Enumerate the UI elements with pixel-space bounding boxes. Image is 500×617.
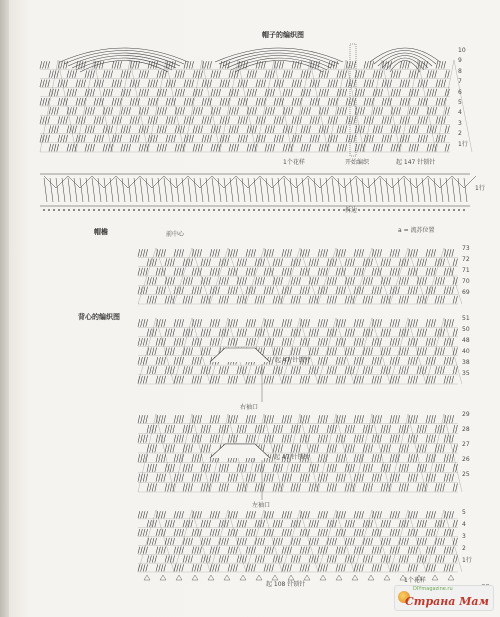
row-number: 72 bbox=[462, 256, 470, 263]
brim-zigzag bbox=[356, 176, 380, 188]
back-block-mid1 bbox=[138, 319, 457, 383]
brim-zigzag bbox=[68, 176, 92, 188]
brim-stitch bbox=[308, 178, 311, 202]
brim-chain-dot bbox=[438, 209, 440, 211]
hat-chart-title: 帽子的编织图 bbox=[262, 31, 304, 39]
watermark bbox=[394, 585, 494, 611]
back-chart-title: 背心的编织图 bbox=[78, 313, 120, 321]
st-count-label-2: 起 47 针锁针 bbox=[274, 454, 310, 461]
hat-arch-line bbox=[374, 51, 436, 65]
brim-stitch bbox=[290, 178, 293, 202]
hat-arch-line bbox=[215, 48, 343, 62]
brim-zigzag bbox=[140, 176, 164, 188]
fringe-marker bbox=[384, 575, 390, 580]
brim-stitch bbox=[260, 178, 263, 202]
brim-chain-dot bbox=[358, 209, 360, 211]
brim-chain-dot bbox=[78, 209, 80, 211]
brim-chain-dot bbox=[183, 209, 185, 211]
brim-chain-dot bbox=[408, 209, 410, 211]
row-number: 25 bbox=[462, 471, 470, 478]
fringe-marker bbox=[288, 575, 294, 580]
fringe-marker bbox=[144, 575, 150, 580]
brim-chain-dot bbox=[123, 209, 125, 211]
fringe-marker bbox=[368, 575, 374, 580]
brim-stitch bbox=[440, 178, 443, 202]
brim-chain-dot bbox=[93, 209, 95, 211]
brim-stitch bbox=[116, 178, 119, 202]
brim-chain-dot bbox=[448, 209, 450, 211]
row-number: 2 bbox=[462, 545, 466, 552]
row-number: 73 bbox=[462, 245, 470, 252]
brim-chain-dot bbox=[333, 209, 335, 211]
brim-stitch bbox=[404, 178, 407, 202]
brim-chain-dot bbox=[308, 209, 310, 211]
brim-stitch bbox=[458, 178, 461, 202]
row-number: 4 bbox=[458, 109, 462, 117]
brim-zigzag bbox=[428, 176, 452, 188]
fringe-marker bbox=[336, 575, 342, 580]
brim-stitch bbox=[386, 178, 389, 202]
fringe-marker bbox=[448, 575, 454, 580]
brim-chain-dot bbox=[163, 209, 165, 211]
row-number: 5 bbox=[462, 509, 466, 516]
brim-chain-dot bbox=[393, 209, 395, 211]
fringe-marker bbox=[224, 575, 230, 580]
brim-stitch bbox=[140, 178, 143, 202]
row-number: 40 bbox=[462, 348, 470, 355]
brim-chain-dot bbox=[263, 209, 265, 211]
fringe-marker bbox=[304, 575, 310, 580]
brim-chain-dot bbox=[388, 209, 390, 211]
brim-chain-dot bbox=[338, 209, 340, 211]
brim-stitch bbox=[356, 178, 359, 202]
brim-chain-dot bbox=[103, 209, 105, 211]
fringe-marker bbox=[256, 575, 262, 580]
brim-chain-dot bbox=[453, 209, 455, 211]
brim-chain-dot bbox=[433, 209, 435, 211]
brim-chain-dot bbox=[463, 209, 465, 211]
brim-chain-dot bbox=[178, 209, 180, 211]
row-number: 38 bbox=[462, 359, 470, 366]
brim-stitch bbox=[332, 178, 335, 202]
brim-chain-dot bbox=[208, 209, 210, 211]
brim-chain-dot bbox=[218, 209, 220, 211]
brim-chain-dot bbox=[213, 209, 215, 211]
fringe-marker bbox=[160, 575, 166, 580]
row-number: 10 bbox=[458, 47, 466, 54]
fringe-marker bbox=[352, 575, 358, 580]
brim-stitch bbox=[236, 178, 239, 202]
hat-start-label: 开始编织 bbox=[345, 159, 370, 166]
brim-side-label: 拆边 bbox=[345, 207, 358, 214]
brim-chain-dot bbox=[198, 209, 200, 211]
hat-arch-line bbox=[390, 61, 420, 73]
brim-zigzag bbox=[332, 176, 356, 188]
fringe-note: a = 流苏位置 bbox=[398, 227, 435, 234]
brim-stitch bbox=[224, 178, 227, 202]
brim-chain-dot bbox=[378, 209, 380, 211]
hat-arch-line bbox=[227, 56, 331, 69]
brim-chain-dot bbox=[133, 209, 135, 211]
row-number: 5 bbox=[458, 99, 462, 106]
row-number: 70 bbox=[462, 278, 470, 285]
hat-motif-label: 1个花样 bbox=[283, 159, 305, 166]
brim-chain-dot bbox=[83, 209, 85, 211]
brim-chain-dot bbox=[413, 209, 415, 211]
brim-chain-dot bbox=[273, 209, 275, 211]
row-number: 6 bbox=[458, 88, 462, 96]
brim-chain-dot bbox=[233, 209, 235, 211]
back-motif-label: 1个花样 bbox=[404, 577, 426, 584]
row-number: 2 bbox=[458, 130, 462, 138]
hat-chain-label: 起 147 针锁针 bbox=[396, 159, 436, 166]
brim-chain-dot bbox=[278, 209, 280, 211]
row-number: 35 bbox=[462, 370, 470, 377]
brim-chain-dot bbox=[203, 209, 205, 211]
brim-chain-dot bbox=[173, 209, 175, 211]
brim-chain-dot bbox=[403, 209, 405, 211]
brim-chain-dot bbox=[188, 209, 190, 211]
brim-stitch bbox=[314, 178, 317, 202]
watermark-site: Страна Мам bbox=[405, 595, 489, 608]
brim-zigzag bbox=[236, 176, 260, 188]
brim-chain-dot bbox=[158, 209, 160, 211]
brim-chain-dot bbox=[303, 209, 305, 211]
brim-chain-dot bbox=[248, 209, 250, 211]
brim-chain-dot bbox=[313, 209, 315, 211]
brim-stitch bbox=[146, 178, 149, 202]
hat-arch-line bbox=[219, 51, 339, 65]
brim-chain-dot bbox=[258, 209, 260, 211]
brim-stitch bbox=[368, 178, 371, 202]
brim-chain-dot bbox=[428, 209, 430, 211]
brim-stitch bbox=[344, 178, 347, 202]
brim-chain-dot bbox=[88, 209, 90, 211]
row-number: 51 bbox=[462, 315, 470, 322]
brim-chain-dot bbox=[43, 209, 45, 211]
row-number: 50 bbox=[462, 326, 470, 333]
row-number: 48 bbox=[462, 337, 470, 344]
brim-zigzag bbox=[116, 176, 140, 188]
brim-chain-dot bbox=[168, 209, 170, 211]
brim-chain-dot bbox=[153, 209, 155, 211]
brim-chain-dot bbox=[458, 209, 460, 211]
brim-stitch bbox=[74, 178, 77, 202]
row-number: 4 bbox=[462, 521, 466, 528]
brim-stitch bbox=[434, 178, 437, 202]
brim-zigzag bbox=[260, 176, 284, 188]
brim-stitch bbox=[68, 178, 71, 202]
row-number: 1行 bbox=[462, 557, 472, 564]
brim-chain-dot bbox=[283, 209, 285, 211]
brim-zigzag bbox=[308, 176, 332, 188]
brim-stitch bbox=[104, 178, 107, 202]
brim-chain-dot bbox=[288, 209, 290, 211]
st-count-label-1: 起 47 针锁针 bbox=[275, 357, 311, 364]
watermark-sub: DIYmagazine.ru bbox=[413, 586, 453, 592]
brim-stitch bbox=[200, 178, 203, 202]
brim-stitch bbox=[284, 178, 287, 202]
brim-zigzag bbox=[164, 176, 188, 188]
brim-stitch bbox=[50, 178, 53, 202]
brim-chain-dot bbox=[328, 209, 330, 211]
row-number: 3 bbox=[458, 119, 462, 127]
brim-chain-dot bbox=[423, 209, 425, 211]
brim-chain-dot bbox=[373, 209, 375, 211]
brim-stitch bbox=[320, 178, 323, 202]
brim-row-label: 1行 bbox=[475, 185, 485, 192]
brim-stitch bbox=[218, 178, 221, 202]
brim-stitch bbox=[170, 178, 173, 202]
brim-stitch bbox=[266, 178, 269, 202]
row-number: 9 bbox=[458, 57, 462, 65]
back-block-bottom bbox=[138, 511, 457, 571]
brim-chain-dot bbox=[368, 209, 370, 211]
brim-zigzag bbox=[284, 176, 308, 188]
brim-chain-dot bbox=[268, 209, 270, 211]
armhole-right-notch bbox=[210, 348, 270, 362]
row-number: 29 bbox=[462, 411, 470, 418]
brim-zigzag bbox=[380, 176, 404, 188]
brim-chain-dot bbox=[98, 209, 100, 211]
brim-chain-dot bbox=[323, 209, 325, 211]
brim-stitch bbox=[122, 178, 125, 202]
row-number: 7 bbox=[458, 78, 462, 86]
brim-stitch bbox=[128, 178, 131, 202]
brim-stitch bbox=[152, 178, 155, 202]
row-number: 8 bbox=[458, 67, 462, 75]
brim-chain-dot bbox=[148, 209, 150, 211]
fringe-marker bbox=[272, 575, 278, 580]
brim-stitch bbox=[362, 178, 365, 202]
fringe-marker bbox=[240, 575, 246, 580]
brim-chain-dot bbox=[298, 209, 300, 211]
row-number: 26 bbox=[462, 456, 470, 463]
brim-stitch bbox=[80, 178, 83, 202]
brim-chain-dot bbox=[228, 209, 230, 211]
brim-stitch bbox=[98, 178, 101, 202]
hat-arch-line bbox=[72, 56, 176, 69]
brim-chain-dot bbox=[398, 209, 400, 211]
brim-stitch bbox=[296, 178, 299, 202]
armhole-left-notch bbox=[210, 444, 270, 458]
fringe-marker bbox=[192, 575, 198, 580]
brim-chain-dot bbox=[418, 209, 420, 211]
brim-chain-dot bbox=[118, 209, 120, 211]
brim-chain-dot bbox=[53, 209, 55, 211]
brim-zigzag bbox=[452, 176, 476, 188]
armhole-right-label: 右袖口 bbox=[240, 404, 259, 411]
row-number: 71 bbox=[462, 267, 470, 274]
brim-stitch bbox=[410, 178, 413, 202]
brim-stitch bbox=[194, 178, 197, 202]
brim-zigzag bbox=[92, 176, 116, 188]
brim-zigzag bbox=[44, 176, 68, 188]
row-number: 69 bbox=[462, 289, 470, 296]
brim-chain-dot bbox=[253, 209, 255, 211]
brim-stitch bbox=[44, 178, 47, 202]
brim-stitch bbox=[464, 178, 467, 202]
brim-stitch bbox=[212, 178, 215, 202]
brim-stitch bbox=[428, 178, 431, 202]
brim-stitch bbox=[242, 178, 245, 202]
brim-chain-dot bbox=[363, 209, 365, 211]
brim-chain-dot bbox=[318, 209, 320, 211]
hat-stitch-block bbox=[40, 61, 449, 151]
brim-chain-dot bbox=[128, 209, 130, 211]
brim-stitch bbox=[416, 178, 419, 202]
brim-chain-dot bbox=[193, 209, 195, 211]
brim-chain-dot bbox=[383, 209, 385, 211]
brim-chain-dot bbox=[443, 209, 445, 211]
brim-chain-dot bbox=[238, 209, 240, 211]
hat-arch-line bbox=[223, 53, 335, 66]
brim-chain-dot bbox=[138, 209, 140, 211]
brim-chain-dot bbox=[73, 209, 75, 211]
fringe-marker bbox=[176, 575, 182, 580]
brim-zigzag bbox=[404, 176, 428, 188]
row-number: 27 bbox=[462, 441, 470, 448]
brim-stitch bbox=[92, 178, 95, 202]
hat-arch-line bbox=[235, 61, 323, 73]
brim-center-label: 前中心 bbox=[166, 231, 185, 238]
fringe-marker bbox=[208, 575, 214, 580]
brim-stitch bbox=[164, 178, 167, 202]
back-chain-label: 起 108 针锁针 bbox=[266, 581, 306, 588]
brim-stitch bbox=[380, 178, 383, 202]
fringe-marker bbox=[432, 575, 438, 580]
hat-arch-line bbox=[370, 48, 440, 62]
brim-chain-dot bbox=[223, 209, 225, 211]
brim-chain-dot bbox=[143, 209, 145, 211]
fringe-marker bbox=[320, 575, 326, 580]
brim-stitch bbox=[188, 178, 191, 202]
brim-zigzag bbox=[212, 176, 236, 188]
brim-stitch bbox=[338, 178, 341, 202]
brim-stitch bbox=[56, 178, 59, 202]
hat-arch-line bbox=[76, 58, 172, 70]
brim-chain-dot bbox=[68, 209, 70, 211]
brim-chain-dot bbox=[113, 209, 115, 211]
brim-title: 帽檐 bbox=[94, 228, 108, 236]
brim-chain-dot bbox=[48, 209, 50, 211]
brim-chain-dot bbox=[58, 209, 60, 211]
brim-stitch bbox=[452, 178, 455, 202]
hat-arch-line bbox=[60, 48, 188, 62]
brim-stitch bbox=[176, 178, 179, 202]
row-number: 28 bbox=[462, 426, 470, 433]
row-number: 1行 bbox=[458, 140, 468, 148]
row-number: 3 bbox=[462, 533, 466, 540]
brim-chain-dot bbox=[63, 209, 65, 211]
brim-chain-dot bbox=[293, 209, 295, 211]
hat-arch-line bbox=[64, 51, 184, 65]
brim-zigzag bbox=[188, 176, 212, 188]
brim-stitch bbox=[248, 178, 251, 202]
brim-stitch bbox=[272, 178, 275, 202]
brim-chain-dot bbox=[243, 209, 245, 211]
armhole-left-label: 左袖口 bbox=[252, 502, 271, 509]
brim-stitch bbox=[392, 178, 395, 202]
brim-chain-dot bbox=[108, 209, 110, 211]
